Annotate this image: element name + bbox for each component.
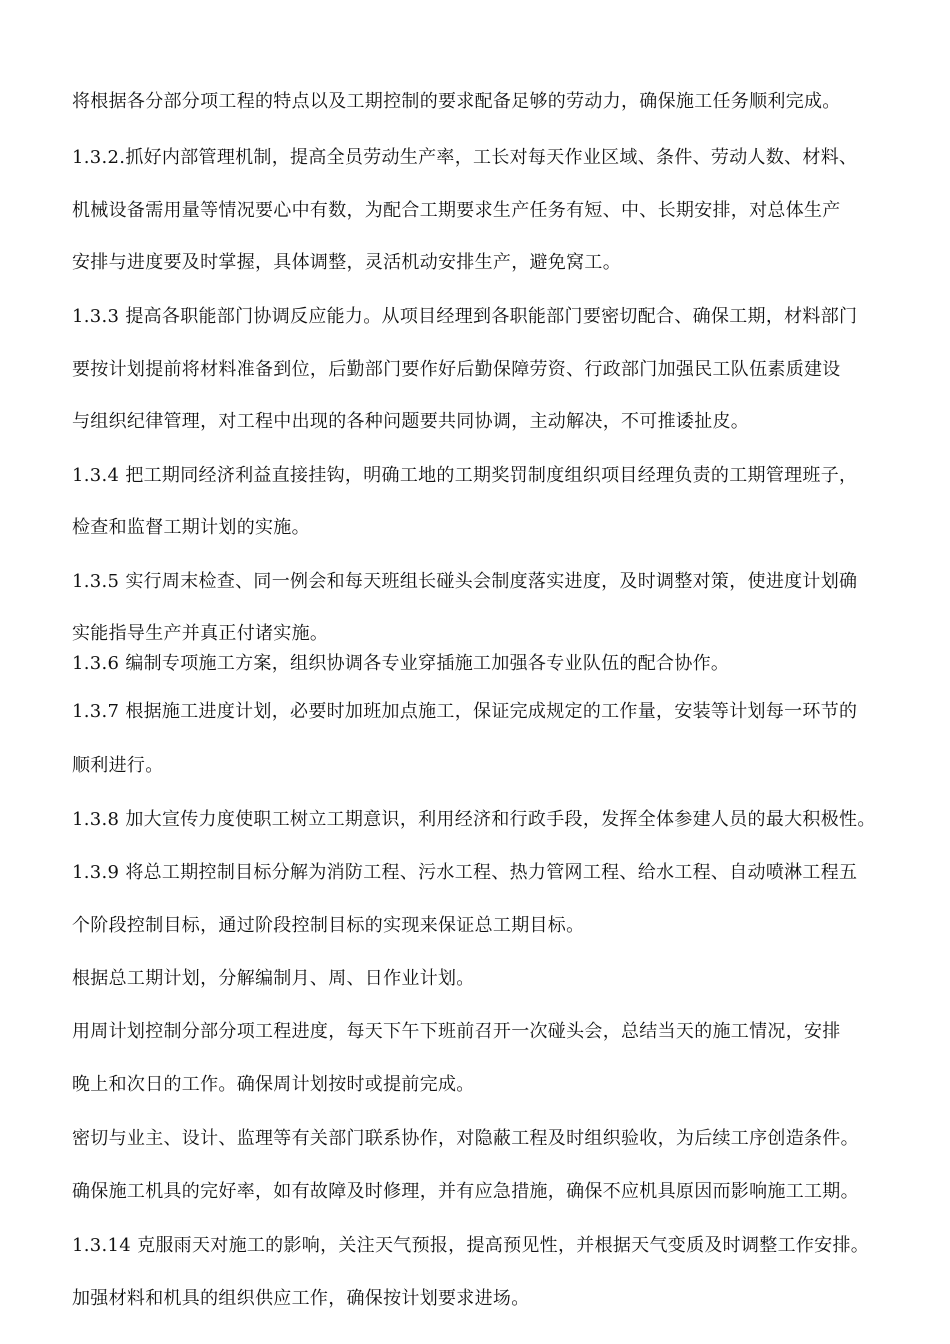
text-line: 1.3.7 根据施工进度计划，必要时加班加点施工，保证完成规定的工作量，安装等计划每一环节的 xyxy=(72,701,858,722)
text-line: 1.3.9 将总工期控制目标分解为消防工程、污水工程、热力管网工程、给水工程、自动喷淋工程五 xyxy=(72,862,858,883)
text-line: 根据总工期计划，分解编制月、周、日作业计划。 xyxy=(72,968,475,989)
text-line: 安排与进度要及时掌握，具体调整，灵活机动安排生产，避免窝工。 xyxy=(72,252,621,273)
text-line: 1.3.2.抓好内部管理机制，提高全员劳动生产率，工长对每天作业区域、条件、劳动人数、材料、 xyxy=(72,147,858,168)
text-line: 晚上和次日的工作。确保周计划按时或提前完成。 xyxy=(72,1074,475,1095)
text-line: 顺利进行。 xyxy=(72,755,164,776)
text-line: 1.3.4 把工期同经济利益直接挂钩，明确工地的工期奖罚制度组织项目经理负责的工期管理班子， xyxy=(72,465,858,486)
text-line: 1.3.8 加大宣传力度使职工树立工期意识，利用经济和行政手段，发挥全体参建人员的最大积极性。 xyxy=(72,809,876,830)
text-line: 检查和监督工期计划的实施。 xyxy=(72,517,310,538)
text-line: 机械设备需用量等情况要心中有数，为配合工期要求生产任务有短、中、长期安排，对总体生产 xyxy=(72,200,841,221)
text-line: 将根据各分部分项工程的特点以及工期控制的要求配备足够的劳动力，确保施工任务顺利完成。 xyxy=(72,91,841,112)
text-line: 加强材料和机具的组织供应工作，确保按计划要求进场。 xyxy=(72,1288,530,1309)
text-line: 用周计划控制分部分项工程进度，每天下午下班前召开一次碰头会，总结当天的施工情况，安排 xyxy=(72,1021,841,1042)
text-line: 与组织纪律管理，对工程中出现的各种问题要共同协调，主动解决，不可推诿扯皮。 xyxy=(72,411,750,432)
text-line: 确保施工机具的完好率，如有故障及时修理，并有应急措施，确保不应机具原因而影响施工工期。 xyxy=(72,1181,859,1202)
text-line: 要按计划提前将材料准备到位，后勤部门要作好后勤保障劳资、行政部门加强民工队伍素质建设 xyxy=(72,359,841,380)
text-line: 1.3.5 实行周末检查、同一例会和每天班组长碰头会制度落实进度，及时调整对策，使进度计划确 xyxy=(72,571,858,592)
text-line: 1.3.14 克服雨天对施工的影响，关注天气预报，提高预见性，并根据天气变质及时调整工作安排。 xyxy=(72,1235,870,1256)
text-line: 个阶段控制目标，通过阶段控制目标的实现来保证总工期目标。 xyxy=(72,915,585,936)
text-line: 1.3.3 提高各职能部门协调反应能力。从项目经理到各职能部门要密切配合、确保工期，材料部门 xyxy=(72,306,858,327)
text-line: 密切与业主、设计、监理等有关部门联系协作，对隐蔽工程及时组织验收，为后续工序创造条件。 xyxy=(72,1128,859,1149)
text-line: 实能指导生产并真正付诸实施。 xyxy=(72,623,329,644)
text-line: 1.3.6 编制专项施工方案，组织协调各专业穿插施工加强各专业队伍的配合协作。 xyxy=(72,653,730,674)
